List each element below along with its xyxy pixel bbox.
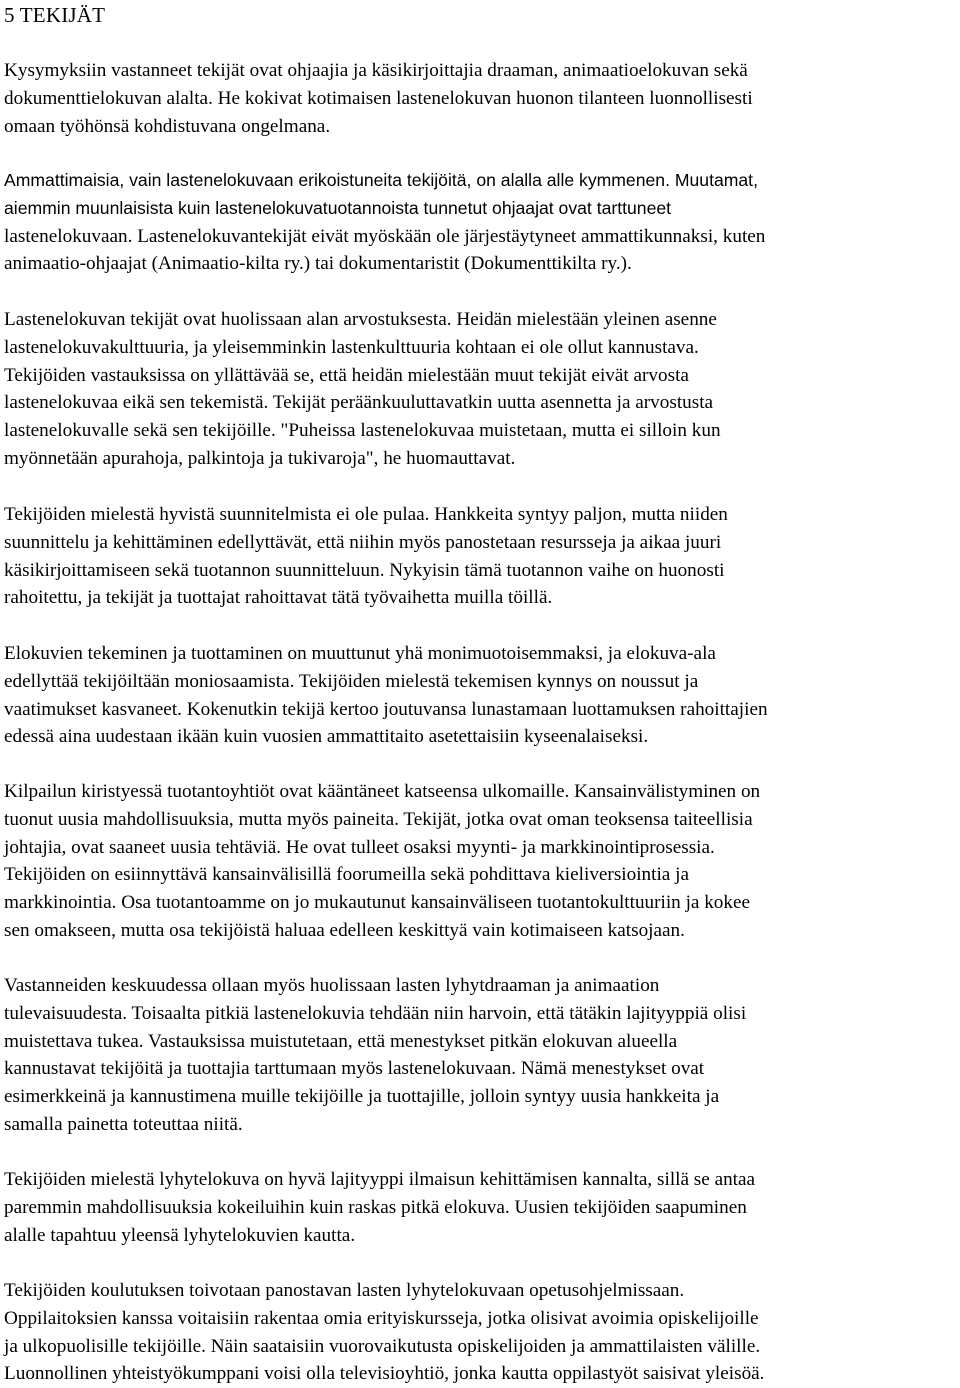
paragraph-line: esimerkkeinä ja kannustimena muille tekijöille ja tuottajille, jolloin syntyy uusia hankkeita ja xyxy=(4,1086,720,1108)
paragraph-8 xyxy=(4,1166,755,1249)
paragraph-line: alalle tapahtuu yleensä lyhytelokuvien kautta. xyxy=(4,1224,356,1246)
paragraph-line: markkinointia. Osa tuotantoamme on jo mukautunut kansainväliseen tuotantokulttuuriin ja kokee xyxy=(4,892,751,914)
paragraph-line: Tekijöiden mielestä lyhytelokuva on hyvä lajityyppi ilmaisun kehittämisen kannalta, sillä se antaa xyxy=(4,1169,756,1190)
paragraph-line: Vastanneiden keskuudessa ollaan myös huolissaan lasten lyhytdraaman ja animaation xyxy=(4,975,660,996)
paragraph-line: tulevaisuudesta. Toisaalta pitkiä lastenelokuvia tehdään niin harvoin, että tätäkin lajityyppiä olisi xyxy=(4,1002,747,1024)
paragraph-line: käsikirjoittamiseen sekä tuotannon suunnitteluun. Nykyisin tämä tuotannon vaihe on huonosti xyxy=(4,559,725,581)
paragraph-line: johtajia, ovat saaneet uusia tehtäviä. He ovat tulleet osaksi myynti- ja markkinointiprosessia. xyxy=(4,836,715,858)
paragraph-line: suunnittelu ja kehittäminen edellyttävät, että niihin myös panostetaan resursseja ja aikaa juuri xyxy=(4,531,722,553)
paragraph-line: samalla painetta toteuttaa niitä. xyxy=(4,1113,243,1135)
paragraph-line: lastenelokuvalle sekä sen tekijöille. "Puheissa lastenelokuvaa muistetaan, mutta ei silloin kun xyxy=(4,420,721,442)
paragraph-line: Oppilaitoksien kanssa voitaisiin rakentaa omia erityiskursseja, jotka olisivat avoimia opiskelijoille xyxy=(4,1307,759,1329)
paragraph-line: paremmin mahdollisuuksia kokeiluihin kuin raskas pitkä elokuva. Uusien tekijöiden saapuminen xyxy=(4,1196,747,1218)
paragraph-line: edessä aina uudestaan ikään kuin vuosien ammattitaito asetettaisiin kyseenalaiseksi. xyxy=(4,726,649,748)
paragraph-line: edellyttää tekijöiltään moniosaamista. Tekijöiden mielestä tekemisen kynnys on noussut ja xyxy=(4,670,699,692)
paragraph-line: omaan työhönsä kohdistuvana ongelmana. xyxy=(4,115,331,137)
paragraph-5 xyxy=(4,640,768,751)
paragraph-line: Luonnollinen yhteistyökumppani voisi olla televisioyhtiö, jonka kautta oppilastyöt saisivat yleisöä. xyxy=(4,1363,765,1385)
paragraph-line: tuonut uusia mahdollisuuksia, mutta myös paineita. Tekijät, jotka ovat oman teoksensa taiteellisia xyxy=(4,808,753,830)
paragraph-line: Tekijöiden koulutuksen toivotaan panostavan lasten lyhytelokuvaan opetusohjelmissaan. xyxy=(4,1280,685,1301)
paragraph-line: vaatimukset kasvaneet. Kokenutkin tekijä kertoo joutuvansa lunastamaan luottamuksen rahoittajien xyxy=(4,698,768,720)
paragraph-line: lastenelokuvakulttuuria, ja yleisemminkin lastenkulttuuria kohtaan ei ole ollut kannustava. xyxy=(4,336,699,358)
paragraph-line: lastenelokuvaa eikä sen tekemistä. Tekijät peräänkuuluttavatkin uutta asennetta ja arvostusta xyxy=(4,392,714,414)
paragraph-line: ja ulkopuolisille tekijöille. Näin saataisiin vuorovaikutusta opiskelijoiden ja ammattilaisten välille. xyxy=(4,1335,761,1357)
paragraph-3 xyxy=(4,306,721,473)
paragraph-line: lastenelokuvaan. Lastenelokuvantekijät eivät myöskään ole järjestäytyneet ammattikunnaksi, kuten xyxy=(4,225,766,247)
paragraph-line: rahoitettu, ja tekijät ja tuottajat rahoittavat tätä työvaihetta muilla töillä. xyxy=(4,587,553,609)
paragraph-1 xyxy=(4,57,753,140)
section-heading: 5 TEKIJÄT xyxy=(4,3,106,27)
paragraph-line: aiemmin muunlaisista kuin lastenelokuvatuotannoista tunnetut ohjaajat ovat tarttuneet xyxy=(4,197,672,218)
paragraph-2 xyxy=(4,167,765,278)
paragraph-line: sen omakseen, mutta osa tekijöistä haluaa edelleen keskittyä vain kotimaiseen katsojaan. xyxy=(4,919,685,941)
paragraph-7 xyxy=(4,972,746,1139)
paragraph-line: muistettava tukea. Vastauksissa muistutetaan, että menestykset pitkän elokuvan alueella xyxy=(4,1030,678,1052)
paragraph-line: myönnetään apurahoja, palkintoja ja tukivaroja", he huomauttavat. xyxy=(4,447,516,469)
paragraph-4 xyxy=(4,501,728,612)
paragraph-line: Tekijöiden on esiinnyttävä kansainvälisillä foorumeilla sekä pohdittava kieliversiointia ja xyxy=(4,864,689,886)
paragraph-line: dokumenttielokuvan alalta. He kokivat kotimaisen lastenelokuvan huonon tilanteen luonnollisesti xyxy=(4,87,753,109)
paragraph-line: Tekijöiden vastauksissa on yllättävää se, että heidän mielestään muut tekijät eivät arvosta xyxy=(4,364,689,386)
paragraph-line: Kilpailun kiristyessä tuotantoyhtiöt ovat kääntäneet katseensa ulkomaille. Kansainvälistyminen on xyxy=(4,781,761,802)
paragraph-line: Lastenelokuvan tekijät ovat huolissaan alan arvostuksesta. Heidän mielestään yleinen asenne xyxy=(4,309,717,330)
paragraph-line: Ammattimaisia, vain lastenelokuvaan erikoistuneita tekijöitä, on alalla alle kymmenen. Muutamat, xyxy=(4,170,758,190)
paragraph-line: Elokuvien tekeminen ja tuottaminen on muuttunut yhä monimuotoisemmaksi, ja elokuva-ala xyxy=(4,643,716,664)
paragraph-line: kannustavat tekijöitä ja tuottajia tarttumaan myös lastenelokuvaan. Nämä menestykset ovat xyxy=(4,1058,705,1080)
paragraph-line: Kysymyksiin vastanneet tekijät ovat ohjaajia ja käsikirjoittajia draaman, animaatioelokuvan sekä xyxy=(4,60,748,81)
paragraph-line: animaatio-ohjaajat (Animaatio-kilta ry.) tai dokumentaristit (Dokumenttikilta ry.). xyxy=(4,253,632,275)
paragraph-line: Tekijöiden mielestä hyvistä suunnitelmista ei ole pulaa. Hankkeita syntyy paljon, mutta niiden xyxy=(4,504,728,525)
paragraph-6 xyxy=(4,778,760,945)
paragraph-9 xyxy=(4,1277,764,1388)
